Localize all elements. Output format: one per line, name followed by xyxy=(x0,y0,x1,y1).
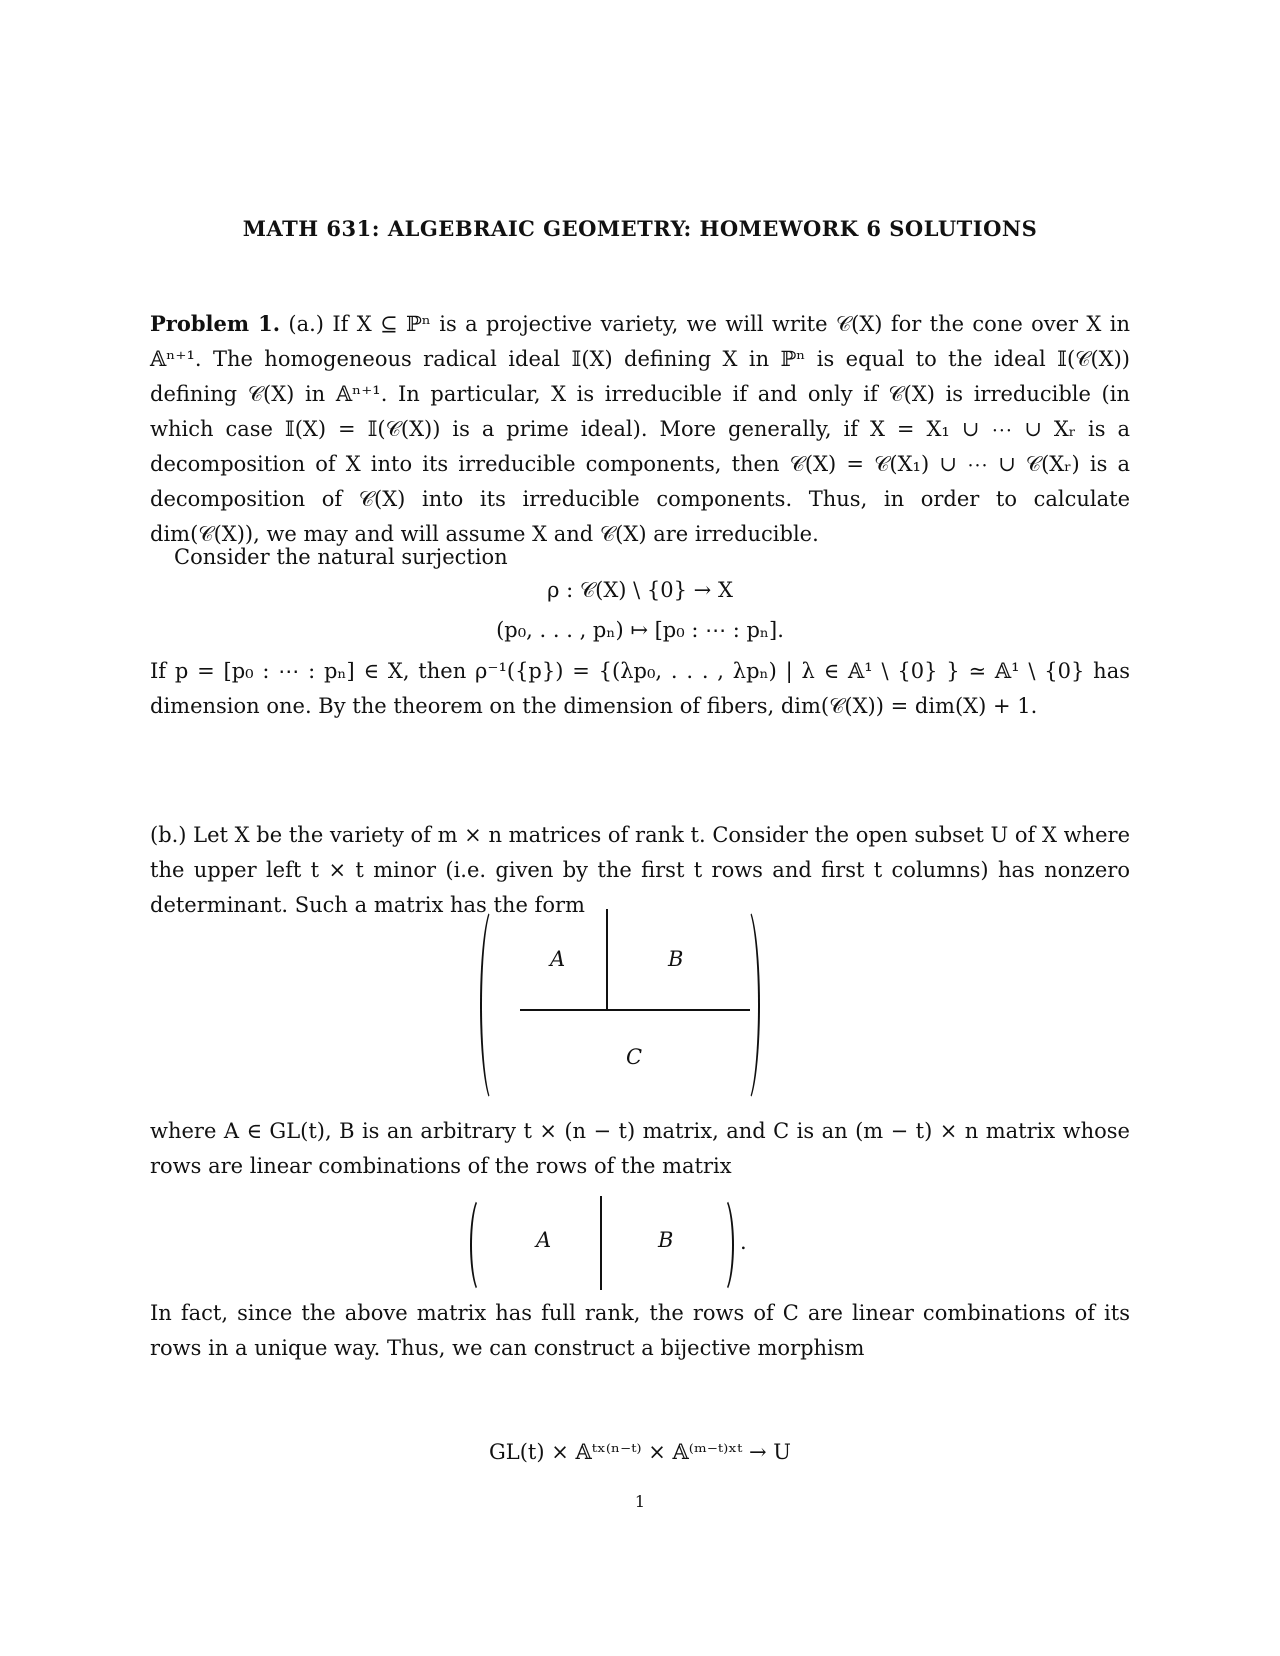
vertical-divider xyxy=(600,1196,602,1290)
part-a-paragraph xyxy=(150,306,1130,552)
page-number: 1 xyxy=(634,1492,646,1511)
equation-morphism: GL(t) × 𝔸ᵗˣ⁽ⁿ⁻ᵗ⁾ × 𝔸⁽ᵐ⁻ᵗ⁾ˣᵗ → U xyxy=(489,1440,791,1464)
block-matrix-abc xyxy=(480,905,760,1105)
document-title: MATH 631: ALGEBRAIC GEOMETRY: HOMEWORK 6 SOLUTIONS xyxy=(242,216,1038,241)
block-c-label: C xyxy=(626,1045,643,1069)
part-a-fiber-paragraph: If p = [p₀ : ⋯ : pₙ] ∈ X, then ρ⁻¹({p}) = {(λp₀, . . . , λpₙ) | λ ∈ 𝔸¹ \ {0} } ≃ 𝔸¹ \ {0} has dimension one. By the theorem on the dimension of fibers, dim(𝒞(X)) = dim(X) + 1. xyxy=(150,659,1130,718)
part-b-fact-paragraph: In fact, since the above matrix has full rank, the rows of C are linear combinations of its rows in a unique way. Thus, we can construct a bijective morphism xyxy=(150,1301,1130,1360)
right-parenthesis xyxy=(712,1196,734,1294)
part-b-intro-paragraph: (b.) Let X be the variety of m × n matrices of rank t. Consider the open subset U of X where the upper left t × t minor (i.e. given by the first t rows and first t columns) has nonzero determinant. Such a matrix has the form xyxy=(150,823,1130,917)
equation-rho-rule: (p₀, . . . , pₙ) ↦ [p₀ : ⋯ : pₙ]. xyxy=(496,618,784,642)
part-a-intro-text: If X ⊆ ℙⁿ is a projective variety, we will write 𝒞(X) for the cone over X in 𝔸ⁿ⁺¹. The homogeneous radical ideal 𝕀(X) defining X in ℙⁿ is equal to the ideal 𝕀(𝒞(X)) defining 𝒞(X) in 𝔸ⁿ⁺¹. In particular, X is irreducible if and only if 𝒞(X) is irreducible (in which case 𝕀(X) = 𝕀(𝒞(X)) is a prime ideal). More generally, if X = X₁ ∪ ⋯ ∪ Xᵣ is a decomposition of X into its irreducible components, then 𝒞(X) = 𝒞(X₁) ∪ ⋯ ∪ 𝒞(Xᵣ) is a decomposition of 𝒞(X) into its irreducible components. Thus, in order to calculate dim(𝒞(X)), we may and will assume X and 𝒞(X) are irreducible. xyxy=(150,312,1130,546)
block-b-label: B xyxy=(658,1228,674,1252)
block-b-label: B xyxy=(668,947,684,971)
left-parenthesis xyxy=(470,1196,492,1294)
problem-heading: Problem 1. xyxy=(150,311,281,336)
horizontal-divider xyxy=(520,1009,750,1011)
part-b-where-paragraph: where A ∈ GL(t), B is an arbitrary t × (n − t) matrix, and C is an (m − t) × n matrix whose rows are linear combinations of the rows of the matrix xyxy=(150,1119,1130,1178)
period-mark: . xyxy=(740,1230,747,1254)
block-matrix-ab xyxy=(470,1196,790,1296)
block-a-label: A xyxy=(536,1228,552,1252)
part-a-consider: Consider the natural surjection xyxy=(174,545,508,569)
block-a-label: A xyxy=(550,947,566,971)
vertical-divider xyxy=(606,909,608,1009)
right-parenthesis xyxy=(732,905,760,1105)
equation-rho-map: ρ : 𝒞(X) \ {0} → X xyxy=(547,578,733,602)
part-a-label: (a.) xyxy=(288,312,324,336)
left-parenthesis xyxy=(480,905,508,1105)
